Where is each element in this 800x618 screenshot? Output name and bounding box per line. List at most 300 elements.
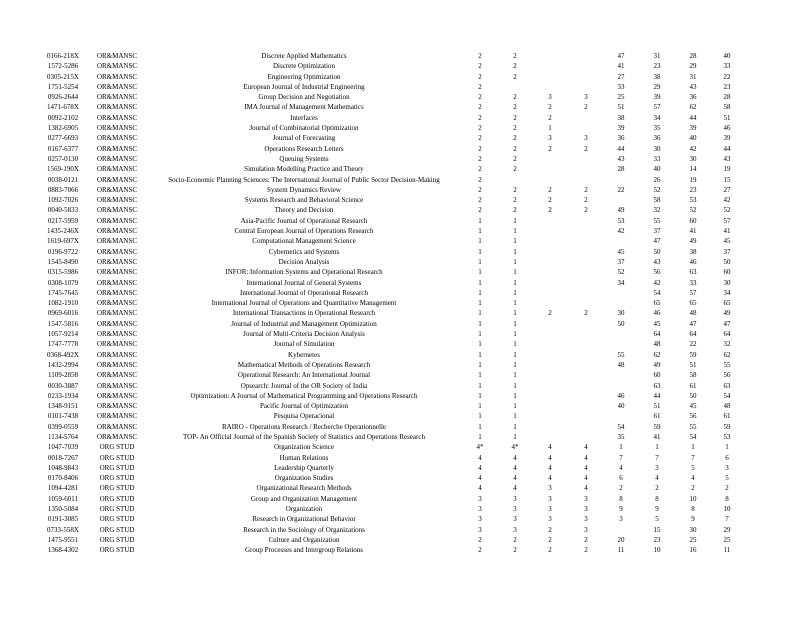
- rank-cell-4: 5: [725, 474, 729, 483]
- rank-cell-4: 50: [723, 257, 731, 266]
- grade-cell-4: [568, 401, 604, 411]
- rank-cell-1: 2: [619, 484, 623, 493]
- rank-cell-1: [604, 236, 638, 246]
- rank-cell-4: 55: [723, 360, 731, 369]
- grade-cell-2: [498, 175, 532, 185]
- grade-cell-1: 1: [478, 319, 482, 328]
- grade-cell-3: 2: [548, 206, 552, 215]
- rank-cell-2: 46: [653, 309, 661, 318]
- rank-cell-1: [604, 381, 638, 391]
- rank-cell-2: 43: [653, 257, 661, 266]
- grade-cell-1: 2: [478, 175, 482, 184]
- grade-cell-1: 4*: [476, 443, 484, 452]
- field-cell: OR&MANSC: [96, 237, 138, 246]
- grade-cell-1: 4: [478, 463, 482, 472]
- grade-cell-2: 4*: [511, 443, 519, 452]
- field-cell: ORG STUD: [99, 443, 135, 452]
- journal-title-cell: Central European Journal of Operations Research: [234, 227, 374, 236]
- issn-cell: 0277-6693: [47, 134, 79, 143]
- issn-cell: 0217-5959: [47, 216, 79, 225]
- rank-cell-1: 41: [617, 62, 625, 71]
- rank-cell-1: 50: [617, 319, 625, 328]
- rank-cell-4: 19: [723, 165, 731, 174]
- grade-cell-3: [532, 175, 568, 185]
- rank-cell-1: 4: [619, 463, 623, 472]
- grade-cell-3: 2: [548, 103, 552, 112]
- rank-cell-2: 56: [653, 268, 661, 277]
- field-cell: OR&MANSC: [96, 124, 138, 133]
- rank-cell-3: 63: [689, 268, 697, 277]
- field-cell: OR&MANSC: [96, 175, 138, 184]
- journal-table-body: [38, 51, 744, 556]
- grade-cell-2: 2: [513, 134, 517, 143]
- rank-cell-2: 42: [653, 278, 661, 287]
- rank-cell-3: 49: [689, 237, 697, 246]
- rank-cell-2: 29: [653, 82, 661, 91]
- table-row: [38, 370, 744, 380]
- grade-cell-1: 1: [478, 381, 482, 390]
- rank-cell-2: 63: [653, 381, 661, 390]
- grade-cell-3: 4: [548, 474, 552, 483]
- rank-cell-3: 57: [689, 288, 697, 297]
- grade-cell-4: 2: [584, 206, 588, 215]
- grade-cell-1: 1: [478, 309, 482, 318]
- grade-cell-1: 1: [478, 402, 482, 411]
- rank-cell-1: 3: [619, 515, 623, 524]
- journal-ranking-table: [38, 51, 744, 556]
- issn-cell: 0308-1079: [47, 278, 79, 287]
- grade-cell-2: [498, 82, 532, 92]
- rank-cell-1: 36: [617, 134, 625, 143]
- grade-cell-2: 2: [513, 535, 517, 544]
- journal-title-cell: Opsearch: Journal of the OR Society of India: [240, 381, 368, 390]
- grade-cell-1: 2: [478, 546, 482, 555]
- issn-cell: 1059-6011: [47, 494, 79, 503]
- grade-cell-2: 2: [513, 103, 517, 112]
- field-cell: ORG STUD: [99, 484, 135, 493]
- grade-cell-4: 2: [584, 103, 588, 112]
- table-row: [38, 463, 744, 473]
- grade-cell-3: [532, 51, 568, 61]
- rank-cell-3: 42: [689, 144, 697, 153]
- grade-cell-2: 4: [513, 463, 517, 472]
- rank-cell-2: 62: [653, 350, 661, 359]
- grade-cell-3: 3: [548, 134, 552, 143]
- rank-cell-3: 55: [689, 422, 697, 431]
- rank-cell-1: 34: [617, 278, 625, 287]
- rank-cell-1: 51: [617, 103, 625, 112]
- grade-cell-1: 1: [478, 330, 482, 339]
- grade-cell-2: 2: [513, 154, 517, 163]
- rank-cell-3: 39: [689, 124, 697, 133]
- table-row: [38, 175, 744, 185]
- rank-cell-4: 11: [723, 546, 731, 555]
- journal-title-cell: Systems Research and Behavioral Science: [244, 196, 364, 205]
- grade-cell-4: [568, 61, 604, 71]
- rank-cell-4: 43: [723, 154, 731, 163]
- grade-cell-2: 3: [513, 515, 517, 524]
- journal-title-cell: Research in Organizational Behavior: [252, 515, 356, 524]
- issn-cell: 0926-2644: [47, 93, 79, 102]
- rank-cell-2: 35: [653, 124, 661, 133]
- rank-cell-4: 40: [723, 52, 731, 60]
- journal-title-cell: Journal of Combinatorial Optimization: [249, 124, 359, 133]
- grade-cell-2: 1: [513, 402, 517, 411]
- grade-cell-2: 2: [513, 185, 517, 194]
- grade-cell-4: [568, 422, 604, 432]
- table-row: [38, 483, 744, 493]
- rank-cell-2: 50: [653, 247, 661, 256]
- rank-cell-4: 27: [723, 185, 731, 194]
- grade-cell-1: 2: [478, 535, 482, 544]
- issn-cell: 0315-5986: [47, 268, 79, 277]
- field-cell: OR&MANSC: [96, 391, 138, 400]
- grade-cell-3: [532, 411, 568, 421]
- journal-title-cell: Journal of Forecasting: [272, 134, 336, 143]
- grade-cell-4: 3: [584, 525, 588, 534]
- rank-cell-4: 34: [723, 288, 731, 297]
- journal-title-cell: Research in the Sociology of Organizations: [243, 525, 365, 534]
- grade-cell-2: 3: [513, 525, 517, 534]
- issn-cell: 1435-246X: [47, 227, 79, 236]
- field-cell: OR&MANSC: [96, 134, 138, 143]
- field-cell: OR&MANSC: [96, 196, 138, 205]
- grade-cell-4: [568, 247, 604, 257]
- rank-cell-4: 56: [723, 371, 731, 380]
- issn-cell: 1057-9214: [47, 330, 79, 339]
- issn-cell: 1569-190X: [47, 165, 79, 174]
- grade-cell-1: 1: [478, 412, 482, 421]
- rank-cell-1: 25: [617, 93, 625, 102]
- issn-cell: 1109-2858: [47, 371, 79, 380]
- table-row: [38, 278, 744, 288]
- grade-cell-1: 3: [478, 525, 482, 534]
- issn-cell: 1350-5084: [47, 505, 79, 514]
- rank-cell-1: 49: [617, 206, 625, 215]
- field-cell: OR&MANSC: [96, 154, 138, 163]
- rank-cell-3: 41: [689, 227, 697, 236]
- grade-cell-4: [568, 123, 604, 133]
- grade-cell-1: 2: [478, 113, 482, 122]
- grade-cell-2: 1: [513, 412, 517, 421]
- table-row: [38, 545, 744, 555]
- grade-cell-4: [568, 298, 604, 308]
- grade-cell-4: [568, 267, 604, 277]
- grade-cell-3: [532, 226, 568, 236]
- journal-title-cell: Organization Science: [274, 443, 334, 452]
- rank-cell-3: 8: [691, 505, 695, 514]
- rank-cell-3: 14: [689, 165, 697, 174]
- grade-cell-4: [568, 154, 604, 164]
- journal-title-cell: Theory and Decision: [274, 206, 334, 215]
- grade-cell-3: 4: [548, 453, 552, 462]
- rank-cell-3: 9: [691, 515, 695, 524]
- table-row: [38, 61, 744, 71]
- table-row: [38, 51, 744, 61]
- rank-cell-2: 38: [653, 72, 661, 81]
- table-row: [38, 226, 744, 236]
- rank-cell-1: [604, 175, 638, 185]
- rank-cell-3: 28: [689, 52, 697, 60]
- rank-cell-2: 4: [655, 474, 659, 483]
- grade-cell-1: 1: [478, 247, 482, 256]
- grade-cell-3: 3: [548, 494, 552, 503]
- grade-cell-1: 2: [478, 93, 482, 102]
- field-cell: ORG STUD: [99, 546, 135, 555]
- grade-cell-1: 1: [478, 432, 482, 441]
- rank-cell-2: 48: [653, 340, 661, 349]
- issn-cell: 1082-1910: [47, 299, 79, 308]
- rank-cell-2: 8: [655, 494, 659, 503]
- grade-cell-1: 2: [478, 52, 482, 60]
- grade-cell-1: 1: [478, 216, 482, 225]
- rank-cell-3: 22: [689, 340, 697, 349]
- rank-cell-2: 49: [653, 360, 661, 369]
- rank-cell-3: 1: [691, 443, 695, 452]
- rank-cell-1: 48: [617, 360, 625, 369]
- grade-cell-3: [532, 401, 568, 411]
- field-cell: OR&MANSC: [96, 432, 138, 441]
- rank-cell-1: 20: [617, 535, 625, 544]
- issn-cell: 1094-4281: [47, 484, 79, 493]
- grade-cell-1: 2: [478, 62, 482, 71]
- field-cell: ORG STUD: [99, 535, 135, 544]
- grade-cell-4: [568, 360, 604, 370]
- grade-cell-3: 3: [548, 484, 552, 493]
- rank-cell-4: 15: [723, 175, 731, 184]
- grade-cell-2: 1: [513, 340, 517, 349]
- field-cell: OR&MANSC: [96, 371, 138, 380]
- field-cell: OR&MANSC: [96, 206, 138, 215]
- grade-cell-3: 2: [548, 525, 552, 534]
- rank-cell-2: 51: [653, 402, 661, 411]
- rank-cell-3: 58: [689, 371, 697, 380]
- rank-cell-4: 2: [725, 484, 729, 493]
- issn-cell: 1092-7026: [47, 196, 79, 205]
- field-cell: OR&MANSC: [96, 319, 138, 328]
- rank-cell-1: [604, 288, 638, 298]
- grade-cell-3: [532, 278, 568, 288]
- grade-cell-4: 3: [584, 515, 588, 524]
- issn-cell: 1475-9551: [47, 535, 79, 544]
- table-row: [38, 102, 744, 112]
- grade-cell-4: 2: [584, 535, 588, 544]
- grade-cell-4: [568, 175, 604, 185]
- rank-cell-3: 25: [689, 535, 697, 544]
- rank-cell-1: 39: [617, 124, 625, 133]
- grade-cell-2: 1: [513, 299, 517, 308]
- grade-cell-1: 3: [478, 505, 482, 514]
- journal-title-cell: Operational Research: An International Journal: [237, 371, 371, 380]
- table-row: [38, 195, 744, 205]
- journal-title-cell: Kybernetes: [288, 350, 320, 359]
- journal-title-cell: RAIRO - Operations Research / Recherche Operationnelle: [221, 422, 387, 431]
- field-cell: OR&MANSC: [96, 227, 138, 236]
- rank-cell-2: 45: [653, 319, 661, 328]
- grade-cell-3: 4: [548, 463, 552, 472]
- grade-cell-3: [532, 247, 568, 257]
- grade-cell-2: 1: [513, 227, 517, 236]
- grade-cell-2: 2: [513, 52, 517, 60]
- rank-cell-2: 32: [653, 206, 661, 215]
- rank-cell-1: 30: [617, 309, 625, 318]
- rank-cell-4: 42: [723, 196, 731, 205]
- table-row: [38, 164, 744, 174]
- rank-cell-2: 5: [655, 515, 659, 524]
- grade-cell-1: 1: [478, 227, 482, 236]
- journal-title-cell: Decision Analysis: [278, 257, 330, 266]
- grade-cell-1: 2: [478, 144, 482, 153]
- grade-cell-4: [568, 350, 604, 360]
- issn-cell: 1048-9843: [47, 463, 79, 472]
- grade-cell-2: 2: [513, 206, 517, 215]
- rank-cell-2: 31: [653, 52, 661, 60]
- issn-cell: 0018-7267: [47, 453, 79, 462]
- journal-title-cell: Interfaces: [290, 113, 318, 122]
- grade-cell-3: 1: [548, 124, 552, 133]
- journal-title-cell: Group Decision and Negotiation: [258, 93, 350, 102]
- rank-cell-1: 11: [617, 546, 625, 555]
- grade-cell-4: [568, 226, 604, 236]
- table-row: [38, 185, 744, 195]
- grade-cell-1: 4: [478, 453, 482, 462]
- issn-cell: 0170-8406: [47, 474, 79, 483]
- grade-cell-4: [568, 278, 604, 288]
- field-cell: OR&MANSC: [96, 360, 138, 369]
- grade-cell-1: 1: [478, 299, 482, 308]
- rank-cell-2: 15: [653, 525, 661, 534]
- table-row: [38, 442, 744, 452]
- grade-cell-4: [568, 329, 604, 339]
- grade-cell-1: 2: [478, 154, 482, 163]
- grade-cell-4: [568, 381, 604, 391]
- table-row: [38, 92, 744, 102]
- grade-cell-2: 2: [513, 124, 517, 133]
- field-cell: OR&MANSC: [96, 299, 138, 308]
- field-cell: ORG STUD: [99, 515, 135, 524]
- table-row: [38, 401, 744, 411]
- grade-cell-1: 2: [478, 103, 482, 112]
- table-row: [38, 113, 744, 123]
- grade-cell-3: [532, 288, 568, 298]
- table-row: [38, 257, 744, 267]
- grade-cell-2: 2: [513, 72, 517, 81]
- grade-cell-3: 3: [548, 505, 552, 514]
- grade-cell-2: 1: [513, 309, 517, 318]
- rank-cell-3: 19: [689, 175, 697, 184]
- rank-cell-3: 48: [689, 309, 697, 318]
- issn-cell: 0191-3085: [47, 515, 79, 524]
- rank-cell-2: 23: [653, 62, 661, 71]
- issn-cell: 1047-7039: [47, 443, 79, 452]
- journal-title-cell: Asia-Pacific Journal of Operational Research: [240, 216, 368, 225]
- field-cell: OR&MANSC: [96, 72, 138, 81]
- grade-cell-4: 2: [584, 185, 588, 194]
- table-row: [38, 473, 744, 483]
- rank-cell-3: 16: [689, 546, 697, 555]
- issn-cell: 0733-558X: [47, 525, 79, 534]
- rank-cell-3: 45: [689, 402, 697, 411]
- rank-cell-3: 7: [691, 453, 695, 462]
- rank-cell-4: 22: [723, 72, 731, 81]
- grade-cell-2: 2: [513, 546, 517, 555]
- grade-cell-3: [532, 154, 568, 164]
- grade-cell-2: 1: [513, 432, 517, 441]
- issn-cell: 0101-7438: [47, 412, 79, 421]
- rank-cell-1: 45: [617, 247, 625, 256]
- grade-cell-2: 1: [513, 350, 517, 359]
- issn-cell: 0038-0121: [47, 175, 79, 184]
- grade-cell-4: 4: [584, 453, 588, 462]
- rank-cell-2: 61: [653, 412, 661, 421]
- grade-cell-4: 4: [584, 474, 588, 483]
- journal-title-cell: Pacific Journal of Optimization: [259, 402, 349, 411]
- grade-cell-2: 2: [513, 144, 517, 153]
- rank-cell-4: 41: [723, 227, 731, 236]
- rank-cell-3: 53: [689, 196, 697, 205]
- table-row: [38, 267, 744, 277]
- journal-title-cell: Engineering Optimization: [267, 72, 341, 81]
- rank-cell-4: 63: [723, 381, 731, 390]
- grade-cell-2: 2: [513, 196, 517, 205]
- grade-cell-3: 2: [548, 185, 552, 194]
- grade-cell-1: 1: [478, 288, 482, 297]
- grade-cell-4: [568, 236, 604, 246]
- grade-cell-4: [568, 113, 604, 123]
- rank-cell-4: 46: [723, 124, 731, 133]
- journal-title-cell: Journal of Multi-Criteria Decision Analysis: [243, 330, 365, 339]
- journal-title-cell: Group and Organization Management: [250, 494, 358, 503]
- rank-cell-1: [604, 195, 638, 205]
- table-row: [38, 247, 744, 257]
- table-row: [38, 329, 744, 339]
- grade-cell-2: 2: [513, 62, 517, 71]
- rank-cell-4: 51: [723, 113, 731, 122]
- rank-cell-4: 23: [723, 82, 731, 91]
- journal-title-cell: Discrete Optimization: [272, 62, 335, 71]
- rank-cell-1: 27: [617, 72, 625, 81]
- grade-cell-3: [532, 422, 568, 432]
- field-cell: OR&MANSC: [96, 350, 138, 359]
- rank-cell-2: 64: [653, 330, 661, 339]
- grade-cell-4: [568, 432, 604, 442]
- rank-cell-4: 49: [723, 309, 731, 318]
- grade-cell-4: 2: [584, 196, 588, 205]
- grade-cell-2: 1: [513, 216, 517, 225]
- issn-cell: 1545-8490: [47, 257, 79, 266]
- rank-cell-4: 7: [725, 515, 729, 524]
- rank-cell-4: 61: [723, 412, 731, 421]
- grade-cell-2: 2: [513, 113, 517, 122]
- rank-cell-1: 54: [617, 422, 625, 431]
- issn-cell: 1745-7645: [47, 288, 79, 297]
- rank-cell-3: 30: [689, 154, 697, 163]
- grade-cell-3: 3: [548, 93, 552, 102]
- rank-cell-3: 38: [689, 247, 697, 256]
- grade-cell-3: 3: [548, 515, 552, 524]
- grade-cell-2: 3: [513, 505, 517, 514]
- rank-cell-3: 52: [689, 206, 697, 215]
- grade-cell-2: 1: [513, 288, 517, 297]
- field-cell: OR&MANSC: [96, 113, 138, 122]
- rank-cell-4: 29: [723, 525, 731, 534]
- table-row: [38, 154, 744, 164]
- issn-cell: 1382-6905: [47, 124, 79, 133]
- journal-title-cell: Discrete Applied Mathematics: [261, 52, 347, 60]
- table-row: [38, 411, 744, 421]
- journal-title-cell: TOP- An Official Journal of the Spanish Society of Statistics and Operations Research: [183, 432, 425, 441]
- journal-title-cell: Queuing Systems: [279, 154, 329, 163]
